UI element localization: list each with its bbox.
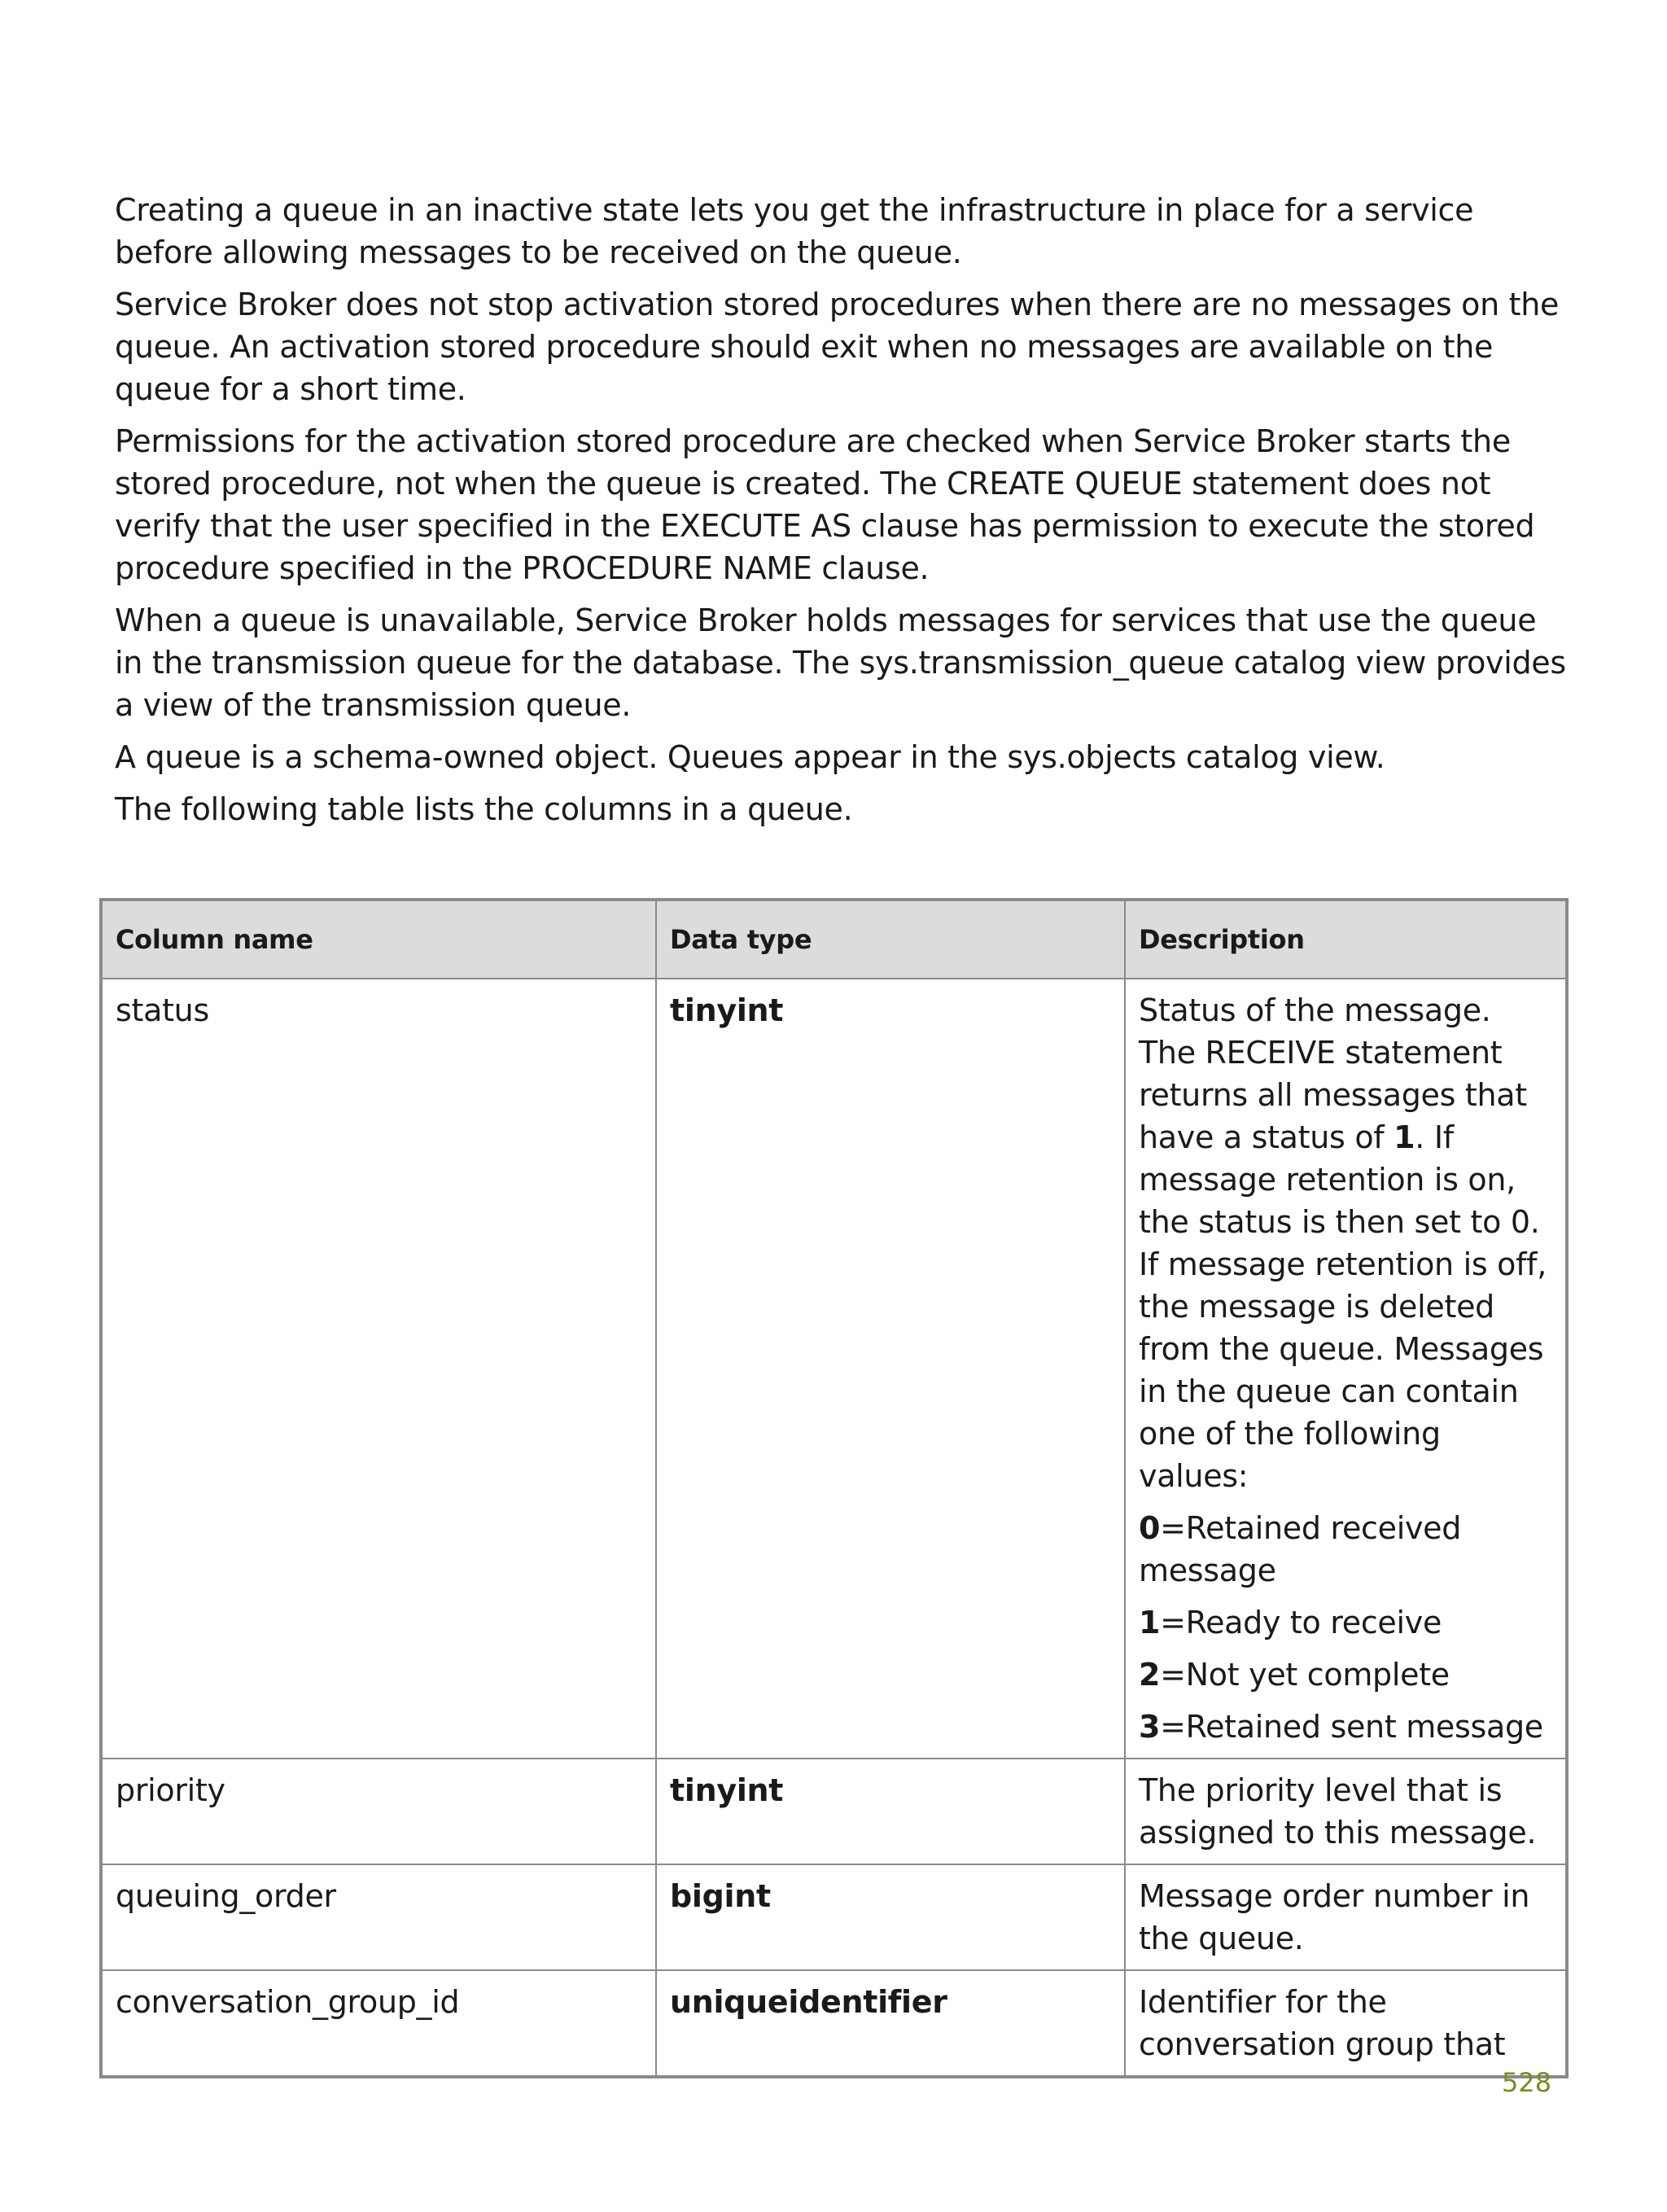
cell-data-type: tinyint bbox=[656, 1759, 1125, 1864]
cell-description: The priority level that is assigned to this message. bbox=[1125, 1759, 1567, 1864]
status-code: 1 bbox=[1139, 1605, 1161, 1640]
table-row bbox=[101, 1759, 1567, 1864]
paragraph: Creating a queue in an inactive state lets you get the infrastructure in place for a service before allowing messages to be received on the queue. bbox=[115, 192, 1474, 270]
status-value-item bbox=[1139, 1654, 1552, 1696]
table-row bbox=[101, 1864, 1567, 1970]
paragraph: Service Broker does not stop activation stored procedures when there are no messages on the queue. An activation stored procedure should exit when no messages are available on the queue for a short time. bbox=[115, 287, 1560, 407]
paragraph: When a queue is unavailable, Service Broker holds messages for services that use the queue in the transmission queue for the database. The sys.transmission_queue catalog view provides a view of the transmission queue. bbox=[115, 602, 1566, 723]
status-value-item bbox=[1139, 1507, 1552, 1592]
header-column-name: Column name bbox=[101, 900, 656, 979]
status-label: =Retained sent message bbox=[1160, 1709, 1543, 1745]
cell-column-name: conversation_group_id bbox=[101, 1970, 656, 2077]
header-data-type: Data type bbox=[656, 900, 1125, 979]
status-code: 2 bbox=[1139, 1657, 1161, 1693]
cell-column-name: priority bbox=[101, 1759, 656, 1864]
table-row bbox=[101, 1970, 1567, 2077]
status-code: 3 bbox=[1139, 1709, 1161, 1745]
header-description: Description bbox=[1125, 900, 1567, 979]
cell-description: Message order number in the queue. bbox=[1125, 1864, 1567, 1970]
page-number: 528 bbox=[1502, 2067, 1552, 2098]
paragraph: Permissions for the activation stored procedure are checked when Service Broker starts the stored procedure, not when the queue is created. The CREATE QUEUE statement does not verify that the user specified in the EXECUTE AS clause has permission to execute the stored procedure specified in the PROCEDURE NAME clause. bbox=[115, 423, 1535, 586]
table-header-row bbox=[101, 900, 1567, 979]
cell-column-name: status bbox=[101, 979, 656, 1759]
table-row bbox=[101, 979, 1567, 1759]
description-intro bbox=[1139, 989, 1552, 1497]
status-value-item bbox=[1139, 1601, 1552, 1644]
description-text: . If message retention is on, the status is then set to 0. If message retention is off, the message is deleted from the queue. Messages in the queue can contain one of the following values: bbox=[1139, 1119, 1547, 1494]
paragraph: A queue is a schema-owned object. Queues appear in the sys.objects catalog view. bbox=[115, 739, 1385, 775]
status-value-item bbox=[1139, 1706, 1552, 1748]
cell-description bbox=[1125, 979, 1567, 1759]
cell-data-type: bigint bbox=[656, 1864, 1125, 1970]
status-label: =Retained received message bbox=[1139, 1510, 1462, 1588]
status-code: 0 bbox=[1139, 1510, 1161, 1546]
cell-column-name: queuing_order bbox=[101, 1864, 656, 1970]
paragraph: The following table lists the columns in a queue. bbox=[115, 791, 853, 827]
description-text: Status of the message. The RECEIVE statement returns all messages that have a status of bbox=[1139, 992, 1527, 1155]
cell-data-type: tinyint bbox=[656, 979, 1125, 1759]
description-bold-value: 1 bbox=[1394, 1119, 1415, 1155]
status-label: =Not yet complete bbox=[1160, 1657, 1450, 1693]
queue-columns-table bbox=[99, 898, 1569, 2078]
cell-description: Identifier for the conversation group that bbox=[1125, 1970, 1567, 2077]
body-text bbox=[115, 189, 1572, 840]
status-label: =Ready to receive bbox=[1160, 1605, 1442, 1640]
cell-data-type: uniqueidentifier bbox=[656, 1970, 1125, 2077]
